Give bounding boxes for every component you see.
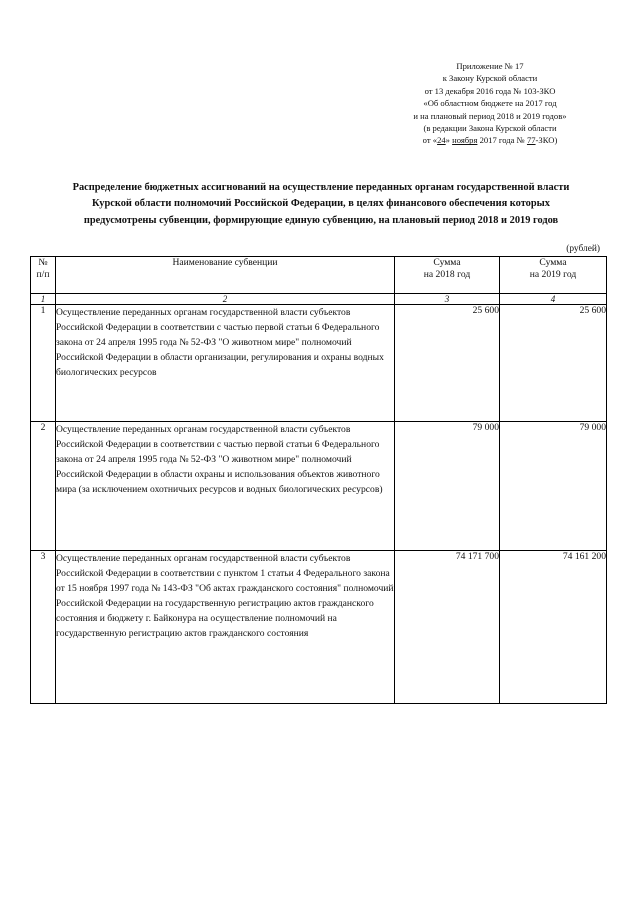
appendix-law-date: от 13 декабря 2016 года № 103-ЗКО: [424, 85, 556, 96]
appendix-law-title-2: и на плановый период 2018 и 2019 годов»: [413, 110, 567, 121]
sum-2018: 74 171 700: [395, 551, 500, 704]
table-header-row: [31, 257, 607, 294]
sum-2019: 25 600: [500, 305, 607, 422]
row-number: 3: [31, 551, 56, 704]
sum-2019: 74 161 200: [500, 551, 607, 704]
sum-2019: 79 000: [500, 422, 607, 551]
subvention-name: Осуществление переданных органам государственной власти субъектов Российской Федерации в соответствии с частью первой статьи 6 Федерального закона от 24 апреля 1995 года № 52-ФЗ "О животном мире" полномочий Российской Федерации в области организации, регулирования и охраны водных биологических ресурсов: [56, 305, 395, 422]
edition-day: 24: [437, 135, 446, 146]
header-sum-2019: Сумма на 2019 год: [500, 257, 607, 294]
row-number: 1: [31, 305, 56, 422]
header-sum-2018: Сумма на 2018 год: [395, 257, 500, 294]
column-number: 4: [500, 294, 607, 305]
column-number: 3: [395, 294, 500, 305]
subventions-table: [30, 256, 607, 704]
header-number: № п/п: [31, 257, 56, 294]
units-label: (рублей): [566, 244, 600, 254]
row-number: 2: [31, 422, 56, 551]
table-row: [31, 305, 607, 422]
table-row: [31, 422, 607, 551]
subvention-name: Осуществление переданных органам государственной власти субъектов Российской Федерации в соответствии с частью первой статьи 6 Федерального закона от 24 апреля 1995 года № 52-ФЗ "О животном мире" полномочий Российской Федерации в области охраны и использования объектов животного мира (за исключением охотничьих ресурсов и водных биологических ресурсов): [56, 422, 395, 551]
header-name: Наименование субвенции: [56, 257, 395, 294]
edition-month: ноября: [452, 135, 478, 146]
table-row: [31, 551, 607, 704]
column-number: 1: [31, 294, 56, 305]
sum-2018: 25 600: [395, 305, 500, 422]
appendix-number: Приложение № 17: [456, 61, 524, 71]
appendix-law-title-1: «Об областном бюджете на 2017 год: [423, 98, 557, 109]
edition-number: 77: [526, 135, 536, 146]
appendix-edition: (в редакции Закона Курской области: [423, 123, 557, 134]
appendix-header: [372, 60, 608, 147]
column-number-row: [31, 294, 607, 305]
appendix-law-ref: к Закону Курской области: [442, 73, 538, 84]
subvention-name: Осуществление переданных органам государственной власти субъектов Российской Федерации в соответствии с пунктом 1 статьи 4 Федерального закона от 15 ноября 1997 года № 143-ФЗ "Об актах гражданского состояния" полномочий Российской Федерации на государственную регистрацию актов гражданского состояния и бюджету г. Байконура на осуществление полномочий на государственную регистрацию актов гражданского состояния: [56, 551, 395, 704]
sum-2018: 79 000: [395, 422, 500, 551]
document-title: Распределение бюджетных ассигнований на осуществление переданных органам государственной власти Курской области полномочий Российской Федерации, в целях финансового обеспечения которых предусмотрены субвенции, формирующие единую субвенцию, на плановый период 2018 и 2019 годов: [72, 182, 570, 226]
appendix-edition-date: от «24» ноября 2017 года № 77-ЗКО): [422, 135, 558, 146]
column-number: 2: [56, 294, 395, 305]
